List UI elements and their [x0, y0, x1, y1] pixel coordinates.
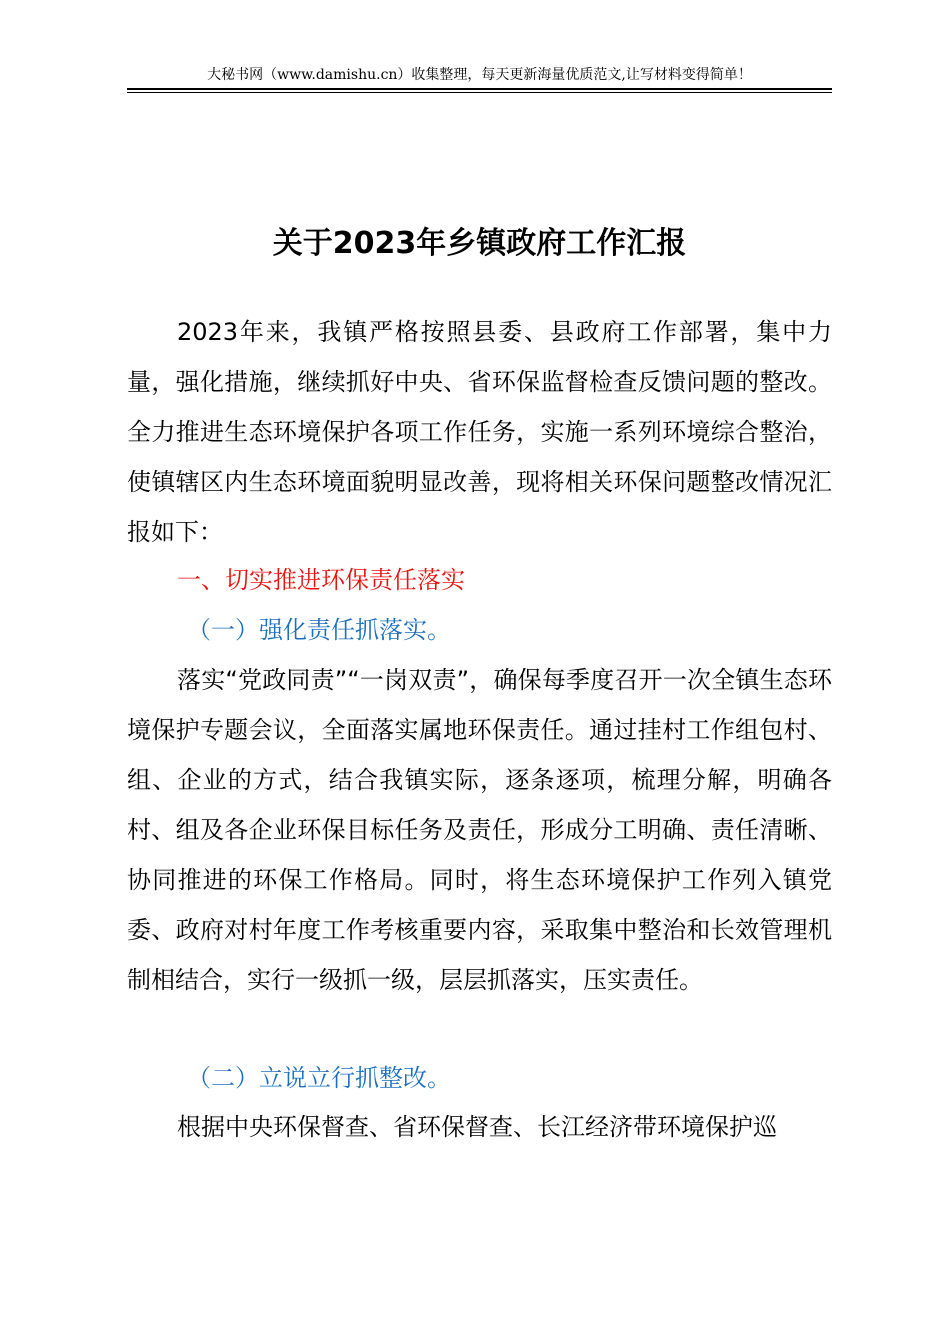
subsection-heading-1: （一）强化责任抓落实。: [187, 616, 451, 644]
intro-paragraph: 2023年来，我镇严格按照县委、县政府工作部署，集中力量，强化措施，继续抓好中央、省环保监督检查反馈问题的整改。全力推进生态环境保护各项工作任务，实施一系列环境综合整治，使镇辖区内生态环境面貌明显改善，现将相关环保问题整改情况汇报如下：: [127, 318, 832, 546]
section-heading-1: 一、切实推进环保责任落实: [177, 566, 465, 594]
header-rule-thin: [127, 92, 832, 93]
page-header: 大秘书网（www.damishu.cn）收集整理，每天更新海量优质范文,让写材料变得简单！: [207, 67, 752, 83]
subsection-2-paragraph: 根据中央环保督查、省环保督查、长江经济带环境保护巡: [177, 1113, 777, 1141]
document-title: 关于2023年乡镇政府工作汇报: [272, 226, 687, 261]
subsection-heading-2: （二）立说立行抓整改。: [187, 1064, 451, 1092]
header-rule: [127, 88, 832, 90]
subsection-1-paragraph: 落实“党政同责”“一岗双责”，确保每季度召开一次全镇生态环境保护专题会议，全面落实属地环保责任。通过挂村工作组包村、组、企业的方式，结合我镇实际，逐条逐项，梳理分解，明确各村、组及各企业环保目标任务及责任，形成分工明确、责任清晰、协同推进的环保工作格局。同时，将生态环境保护工作列入镇党委、政府对村年度工作考核重要内容，采取集中整治和长效管理机制相结合，实行一级抓一级，层层抓落实，压实责任。: [127, 666, 832, 994]
